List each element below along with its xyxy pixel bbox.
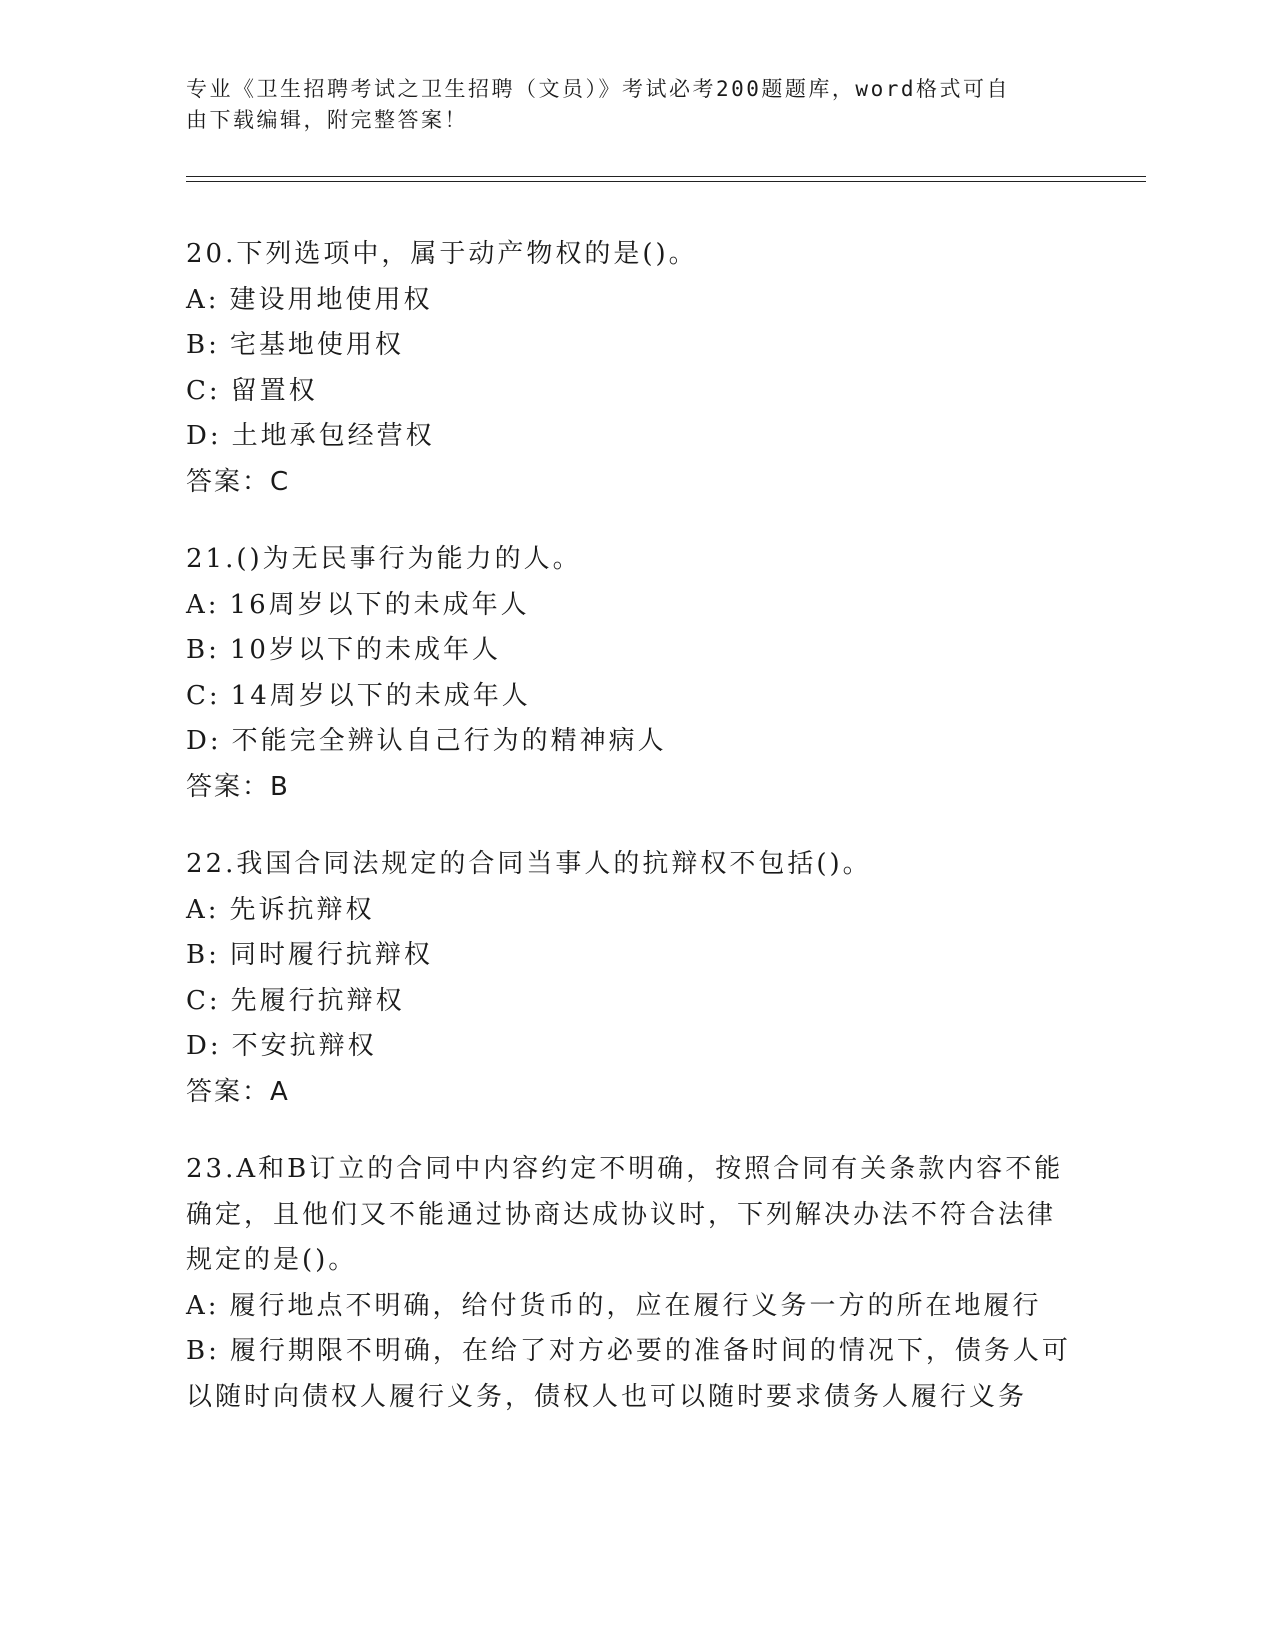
question-22 <box>186 842 1086 1115</box>
option-a <box>186 1284 1071 1330</box>
option-b <box>186 933 1086 979</box>
option-text: 先诉抗辩权 <box>229 894 375 925</box>
option-letter: B: <box>186 1336 220 1366</box>
option-text: 履行期限不明确，在给了对方必要的准备时间的情况下，债务人可以随时向债权人履行义务，债权人也可以随时要求债务人履行义务 <box>186 1336 1071 1412</box>
option-letter: D: <box>186 726 222 756</box>
option-c <box>186 674 1086 720</box>
option-text: 宅基地使用权 <box>229 330 404 360</box>
question-23 <box>186 1147 1086 1420</box>
option-a <box>186 583 1086 629</box>
option-letter: A: <box>186 589 220 620</box>
answer-line: 答案：A <box>186 1076 290 1107</box>
option-letter: A: <box>186 284 220 315</box>
question-20 <box>186 232 1086 505</box>
option-text: 不安抗辩权 <box>231 1031 377 1061</box>
header-line-1: 专业《卫生招聘考试之卫生招聘（文员）》考试必考200题题库，word格式可自 <box>186 77 1010 101</box>
header-line-2: 由下载编辑，附完整答案！ <box>186 108 468 132</box>
option-text: 10岁以下的未成年人 <box>229 635 501 665</box>
header-divider-bottom <box>186 181 1146 182</box>
option-letter: A: <box>186 1290 220 1321</box>
option-letter: B: <box>186 635 220 665</box>
question-text: 21.()为无民事行为能力的人。 <box>186 544 582 574</box>
option-text: 履行地点不明确，给付货币的，应在履行义务一方的所在地履行 <box>229 1290 1042 1321</box>
document-header <box>186 74 1066 136</box>
option-letter: D: <box>186 421 222 451</box>
option-a <box>186 278 1086 324</box>
answer-line: 答案：C <box>186 466 291 497</box>
answer-line: 答案：B <box>186 771 290 802</box>
option-text: 同时履行抗辩权 <box>229 940 433 970</box>
option-d <box>186 719 1086 765</box>
question-text: 20.下列选项中，属于动产物权的是()。 <box>186 239 698 269</box>
question-list <box>186 232 1086 1452</box>
option-text: 14周岁以下的未成年人 <box>230 680 531 711</box>
question-text: 22.我国合同法规定的合同当事人的抗辩权不包括()。 <box>186 849 872 879</box>
option-d <box>186 414 1086 460</box>
option-a <box>186 888 1086 934</box>
option-letter: C: <box>186 985 221 1016</box>
option-letter: D: <box>186 1031 222 1061</box>
option-b <box>186 1329 1071 1420</box>
option-d <box>186 1024 1086 1070</box>
question-text: 23.A和B订立的合同中内容约定不明确，按照合同有关条款内容不能确定，且他们又不能通过协商达成协议时，下列解决办法不符合法律规定的是()。 <box>186 1154 1064 1275</box>
option-letter: C: <box>186 680 221 711</box>
header-divider-top <box>186 176 1146 177</box>
option-letter: B: <box>186 940 220 970</box>
option-letter: A: <box>186 894 220 925</box>
option-b <box>186 628 1086 674</box>
option-c <box>186 979 1086 1025</box>
option-letter: B: <box>186 330 220 360</box>
option-text: 建设用地使用权 <box>229 284 433 315</box>
question-21 <box>186 537 1086 810</box>
option-text: 不能完全辨认自己行为的精神病人 <box>231 726 667 756</box>
option-text: 16周岁以下的未成年人 <box>229 589 530 620</box>
option-c <box>186 369 1086 415</box>
option-letter: C: <box>186 375 221 406</box>
option-text: 土地承包经营权 <box>231 421 435 451</box>
option-text: 先履行抗辩权 <box>230 985 405 1016</box>
option-text: 留置权 <box>230 375 318 406</box>
option-b <box>186 323 1086 369</box>
